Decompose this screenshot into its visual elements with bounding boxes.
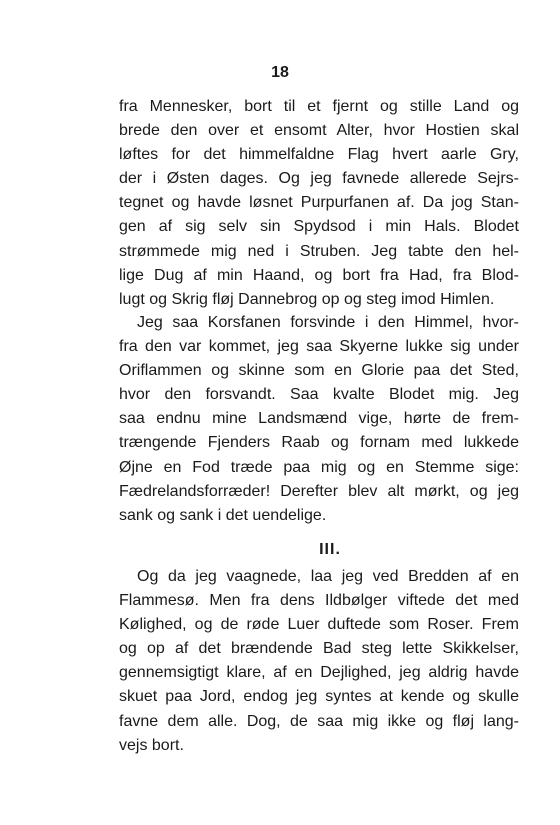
text-line: Øjne en Fod træde paa mig og en Stemme sige:: [119, 458, 519, 476]
text-line: sank og sank i det uendelige.: [119, 506, 327, 524]
section-heading: III.: [319, 541, 341, 558]
text-line: strømmede mig ned i Struben. Jeg tabte den hel-: [119, 242, 519, 260]
page-number: 18: [271, 64, 289, 81]
text-line: favne dem alle. Dog, de saa mig ikke og fløj lang-: [119, 712, 519, 730]
text-line: gen af sig selv sin Spydsod i min Hals. Blodet: [119, 218, 519, 236]
text-line: saa endnu mine Landsmænd vige, hørte de frem-: [119, 410, 519, 428]
text-line: hvor den forsvandt. Saa kvalte Blodet mig. Jeg: [119, 386, 519, 404]
text-line: lugt og Skrig fløj Dannebrog op og steg imod Himlen.: [119, 290, 495, 308]
paragraph-1: [119, 95, 519, 312]
text-line: gennemsigtigt klare, af en Dejlighed, jeg aldrig havde: [119, 664, 519, 682]
text-line: skuet paa Jord, endog jeg syntes at kende og skulle: [119, 688, 519, 706]
text-line: tegnet og havde løsnet Purpurfanen af. Da jog Stan-: [119, 194, 519, 212]
text-line: fra Mennesker, bort til et fjernt og stille Land og: [119, 98, 519, 115]
text-line: vejs bort.: [119, 736, 184, 754]
text-line: Oriflammen og skinne som en Glorie paa det Sted,: [119, 362, 519, 380]
text-line: Og da jeg vaagnede, laa jeg ved Bredden af en: [137, 568, 519, 585]
text-line: lige Dug af min Haand, og bort fra Had, fra Blod-: [119, 266, 519, 284]
text-line: Jeg saa Korsfanen forsvinde i den Himmel, hvor-: [137, 314, 519, 331]
text-line: fra den var kommet, jeg saa Skyerne lukke sig under: [119, 338, 519, 356]
text-line: og op af det brændende Bad steg lette Skikkelser,: [119, 640, 519, 658]
paragraph-3: [119, 565, 519, 758]
text-line: løftes for det himmelfaldne Flag hvert aarle Gry,: [119, 146, 519, 164]
text-line: Flammesø. Men fra dens Ildbølger viftede det med: [119, 592, 519, 610]
text-line: brede den over et ensomt Alter, hvor Hostien skal: [119, 122, 519, 140]
paragraph-2: [119, 311, 519, 528]
text-line: trængende Fjenders Raab og fornam med lukkede: [119, 434, 519, 452]
text-line: Fædrelandsforræder! Derefter blev alt mørkt, og jeg: [119, 482, 519, 500]
text-line: Kølighed, og de røde Luer duftede som Roser. Frem: [119, 616, 519, 634]
text-line: der i Østen dages. Og jeg favnede allerede Sejrs-: [119, 170, 519, 188]
